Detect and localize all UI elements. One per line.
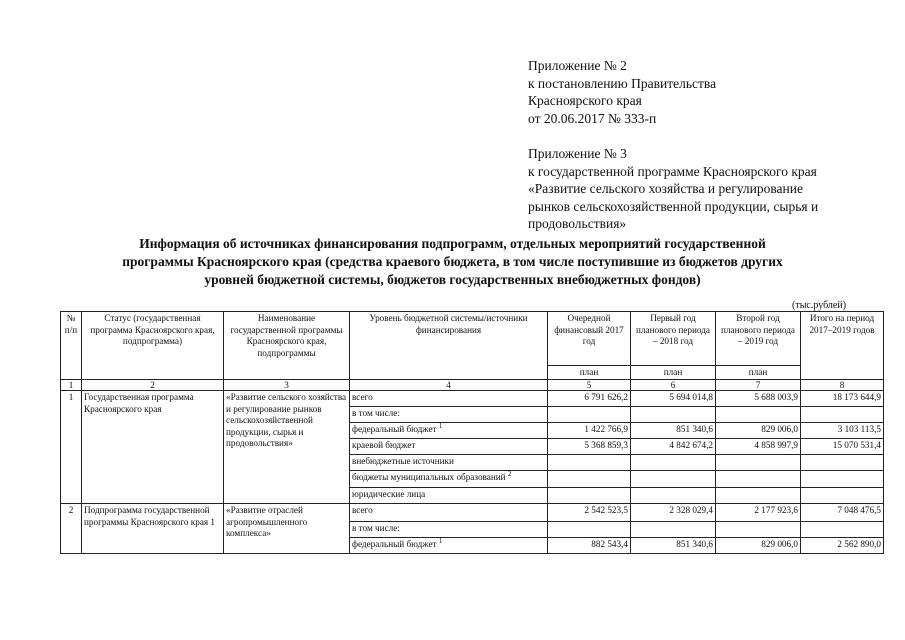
cell-2017 xyxy=(548,407,631,423)
title-line: программы Красноярского края (средства краевого бюджета, в том числе поступившие из бюджетов других xyxy=(122,254,783,269)
cell-total: 15 070 531,4 xyxy=(801,439,884,455)
column-number: 3 xyxy=(224,380,350,391)
cell-total xyxy=(801,488,884,504)
cell-2017: 6 791 626,2 xyxy=(548,391,631,407)
header-level: Уровень бюджетной системы/источники финансирования xyxy=(350,312,548,380)
appendix-line: Приложение № 3 xyxy=(528,146,627,161)
row-status: Государственная программа Красноярского края xyxy=(82,391,224,504)
appendix-3-block xyxy=(528,145,818,233)
header-name: Наименование государственной программы Красноярского края, подпрограммы xyxy=(224,312,350,380)
cell-2018: 5 694 014,8 xyxy=(631,391,716,407)
cell-total xyxy=(801,407,884,423)
appendix-line: рынков сельскохозяйственной продукции, сырья и xyxy=(528,198,819,214)
plan-label: план xyxy=(548,366,631,380)
header-total: Итого на период 2017–2019 годов xyxy=(801,312,884,380)
appendix-line: Красноярского края xyxy=(528,93,642,109)
cell-2017: 882 543,4 xyxy=(548,538,631,554)
column-number: 6 xyxy=(631,380,716,391)
title-line: уровней бюджетной системы, бюджетов государственных внебюджетных фондов) xyxy=(204,272,701,287)
cell-2019 xyxy=(716,471,801,488)
header-row xyxy=(61,312,884,366)
cell-total: 2 562 890,0 xyxy=(801,538,884,554)
header-2017: Очередной финансовый 2017 год xyxy=(548,312,631,366)
row-number: 2 xyxy=(61,504,82,554)
level-label: бюджеты муниципальных образований xyxy=(352,472,506,482)
table-row xyxy=(61,391,884,407)
cell-2019: 4 858 997,9 xyxy=(716,439,801,455)
column-number: 8 xyxy=(801,380,884,391)
cell-2019 xyxy=(716,488,801,504)
header-no: № п/п xyxy=(61,312,82,380)
row-level xyxy=(350,471,548,488)
cell-2017 xyxy=(548,488,631,504)
footnote-mark: 1 xyxy=(438,422,443,430)
footnote-mark: 1 xyxy=(438,537,443,545)
units-label: (тыс.рублей) xyxy=(792,300,847,311)
plan-label: план xyxy=(631,366,716,380)
cell-2017: 1 422 766,9 xyxy=(548,423,631,439)
cell-2019 xyxy=(716,407,801,423)
column-number: 1 xyxy=(61,380,82,391)
cell-2018: 851 340,6 xyxy=(631,538,716,554)
row-program-name: «Развитие отраслей агропромышленного комплекса» xyxy=(224,504,350,554)
cell-2019 xyxy=(716,522,801,538)
cell-2018: 4 842 674,2 xyxy=(631,439,716,455)
row-level: всего xyxy=(350,391,548,407)
title-line: Информация об источниках финансирования подпрограмм, отдельных мероприятий государственной xyxy=(139,236,766,251)
row-level xyxy=(350,423,548,439)
column-number: 2 xyxy=(82,380,224,391)
appendix-line: продовольствия» xyxy=(528,216,627,232)
document-title xyxy=(0,235,905,289)
appendix-line: к государственной программе Красноярского края xyxy=(528,163,817,179)
appendix-line: к постановлению Правительства xyxy=(528,75,717,91)
cell-total: 18 173 644,9 xyxy=(801,391,884,407)
header-2019: Второй год планового периода – 2019 год xyxy=(716,312,801,366)
cell-2019: 2 177 923,6 xyxy=(716,504,801,522)
plan-label: план xyxy=(716,366,801,380)
column-number-row xyxy=(61,380,884,391)
cell-total xyxy=(801,455,884,471)
cell-2017: 2 542 523,5 xyxy=(548,504,631,522)
row-level: всего xyxy=(350,504,548,522)
row-level: юридические лица xyxy=(350,488,548,504)
row-level: внебюджетные источники xyxy=(350,455,548,471)
row-number: 1 xyxy=(61,391,82,504)
cell-2019: 829 006,0 xyxy=(716,423,801,439)
cell-2018: 851 340,6 xyxy=(631,423,716,439)
financing-table xyxy=(60,311,884,554)
cell-2018: 2 328 029,4 xyxy=(631,504,716,522)
row-level: краевой бюджет xyxy=(350,439,548,455)
row-level xyxy=(350,538,548,554)
appendix-2-block xyxy=(528,57,716,127)
row-program-name: «Развитие сельского хозяйства и регулирование рынков сельскохозяйственной продукции, сырья и продовольствия» xyxy=(224,391,350,504)
cell-total xyxy=(801,471,884,488)
column-number: 4 xyxy=(350,380,548,391)
header-2018: Первый год планового периода – 2018 год xyxy=(631,312,716,366)
row-status: Подпрограмма государственной программы Красноярского края 1 xyxy=(82,504,224,554)
footnote-mark: 2 xyxy=(507,470,512,478)
cell-2019: 5 688 003,9 xyxy=(716,391,801,407)
level-label: федеральный бюджет xyxy=(352,539,437,549)
appendix-line: Приложение № 2 xyxy=(528,58,627,73)
cell-2017 xyxy=(548,522,631,538)
row-level: в том числе: xyxy=(350,522,548,538)
appendix-line: «Развитие сельского хозяйства и регулирование xyxy=(528,181,803,197)
cell-2017 xyxy=(548,455,631,471)
cell-2019: 829 006,0 xyxy=(716,538,801,554)
cell-total: 3 103 113,5 xyxy=(801,423,884,439)
cell-2018 xyxy=(631,407,716,423)
cell-2019 xyxy=(716,455,801,471)
cell-2018 xyxy=(631,522,716,538)
level-label: федеральный бюджет xyxy=(352,424,437,434)
column-number: 5 xyxy=(548,380,631,391)
cell-total xyxy=(801,522,884,538)
column-number: 7 xyxy=(716,380,801,391)
row-level: в том числе: xyxy=(350,407,548,423)
cell-2017: 5 368 859,3 xyxy=(548,439,631,455)
cell-2018 xyxy=(631,455,716,471)
cell-total: 7 048 476,5 xyxy=(801,504,884,522)
cell-2018 xyxy=(631,488,716,504)
cell-2017 xyxy=(548,471,631,488)
cell-2018 xyxy=(631,471,716,488)
appendix-line: от 20.06.2017 № 333-п xyxy=(528,110,657,126)
table-row xyxy=(61,504,884,522)
header-status: Статус (государственная программа Красноярского края, подпрограмма) xyxy=(82,312,224,380)
